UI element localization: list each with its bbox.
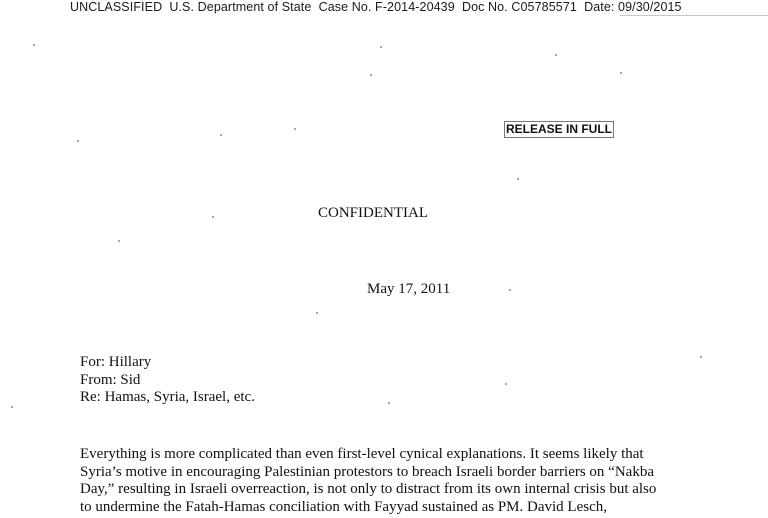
scan-speck: [294, 128, 296, 130]
scan-speck: [555, 54, 557, 56]
scan-speck: [388, 402, 390, 404]
memo-addressing: [80, 354, 255, 407]
scan-speck: [212, 216, 214, 218]
body-line: Syria’s motive in encouraging Palestinian protestors to breach Israeli border barriers on “Nakba: [80, 463, 654, 480]
header-rule: [620, 15, 768, 16]
body-line: Everything is more complicated than even first-level cynical explanations. It seems likely that: [80, 446, 644, 462]
body-line: Day,” resulting in Israeli overreaction, is not only to distract from its own internal crisis but also: [80, 481, 657, 497]
scan-speck: [517, 178, 519, 180]
memo-classification: CONFIDENTIAL: [318, 205, 428, 221]
scan-speck: [33, 44, 35, 46]
document-header: [70, 0, 682, 14]
body-line: to undermine the Fatah-Hamas conciliation with Fayyad sustained as PM. David Lesch,: [80, 498, 607, 515]
scan-speck: [620, 72, 622, 74]
header-case-number: Case No. F-2014-20439: [318, 0, 455, 14]
scan-speck: [380, 46, 382, 48]
header-date: Date: 09/30/2015: [584, 0, 682, 14]
header-doc-number: Doc No. C05785571: [461, 0, 577, 14]
release-stamp: RELEASE IN FULL: [506, 122, 613, 136]
scan-speck: [370, 74, 372, 76]
memo-re: Re: Hamas, Syria, Israel, etc.: [80, 389, 255, 405]
scan-speck: [316, 312, 318, 314]
scan-speck: [700, 356, 702, 358]
scan-speck: [220, 134, 222, 136]
memo-for: For: Hillary: [80, 354, 152, 370]
header-classification: UNCLASSIFIED: [70, 0, 163, 14]
scan-speck: [118, 240, 120, 242]
header-agency: U.S. Department of State: [169, 0, 312, 14]
memo-date: May 17, 2011: [367, 281, 451, 297]
scan-speck: [77, 140, 79, 142]
scan-speck: [11, 406, 13, 408]
memo-from: From: Sid: [80, 371, 141, 388]
memo-body: [80, 446, 720, 516]
scan-speck: [509, 289, 511, 291]
scan-speck: [505, 383, 507, 385]
